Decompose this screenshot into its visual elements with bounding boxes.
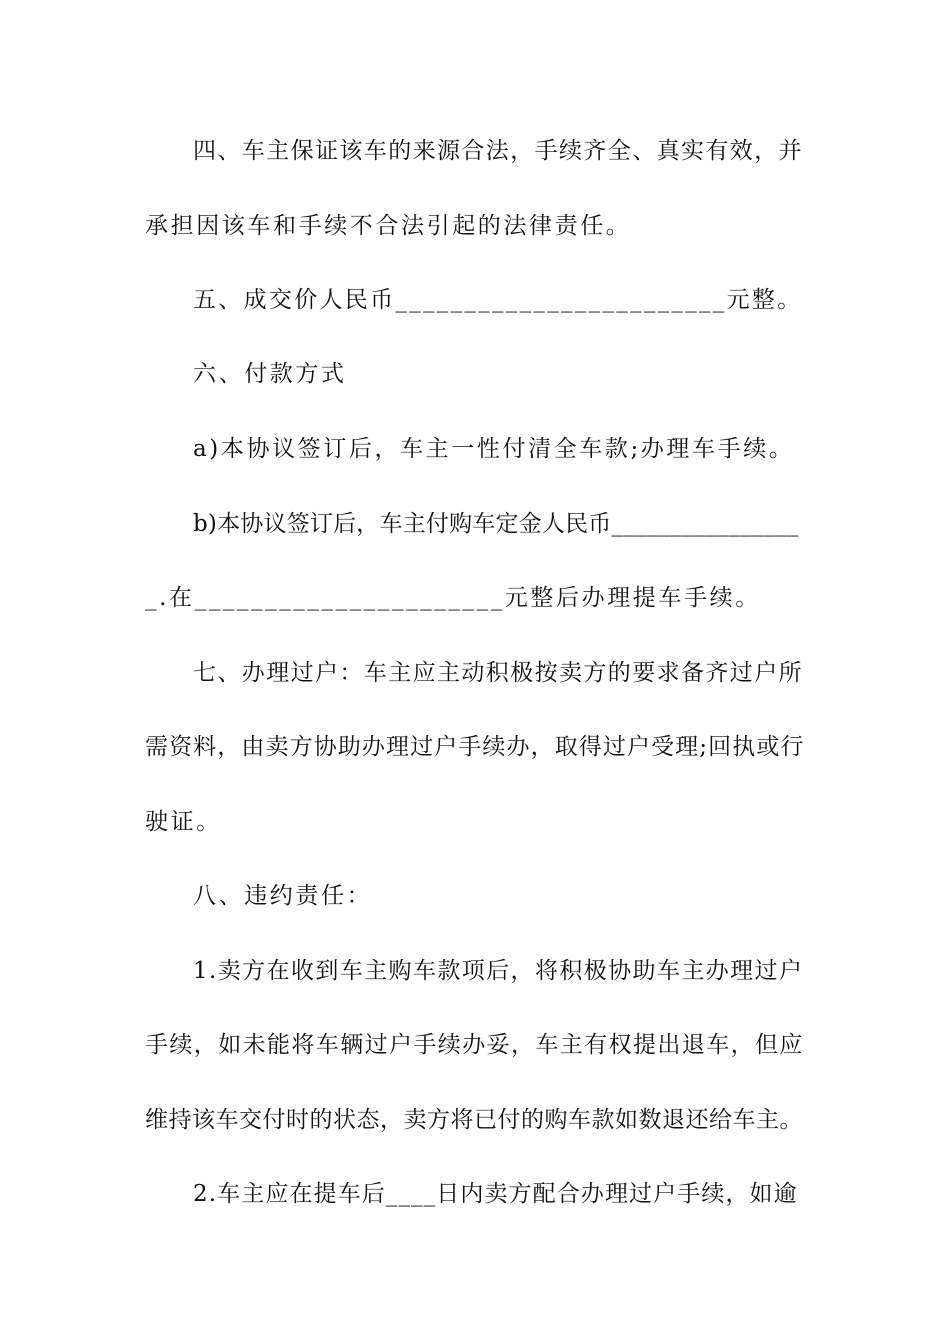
clause-7-line-2: 需资料，由卖方协助办理过户手续办，取得过户受理;回执或行 (145, 734, 805, 760)
clause-8-item-1-line-2: 手续，如未能将车辆过户手续办妥，车主有权提出退车，但应 (145, 1032, 804, 1058)
clause-7-line-3: 驶证。 (145, 809, 222, 835)
clause-8-item-2-line-1: 2.车主应在提车后____日内卖方配合办理过户手续，如逾 (193, 1181, 798, 1207)
clause-8-item-1-line-1: 1.卖方在收到车主购车款项后，将积极协助车主办理过户 (193, 958, 804, 984)
clause-4-line-1: 四、车主保证该车的来源合法，手续齐全、真实有效，并 (193, 138, 803, 164)
clause-4-line-2: 承担因该车和手续不合法引起的法律责任。 (145, 213, 632, 239)
payment-option-b-line-1: b)本协议签订后，车主付购车定金人民币________________ (193, 511, 799, 537)
clause-8-heading: 八、违约责任： (193, 883, 373, 909)
clause-5-price: 五、成交价人民币________________________元整。 (193, 287, 803, 313)
clause-7-line-1: 七、办理过户：车主应主动积极按卖方的要求备齐过户所 (193, 660, 803, 686)
payment-option-a: a)本协议签订后，车主一性付清全车款;办理车手续。 (193, 436, 795, 462)
payment-option-b-line-2: _.在______________________元整后办理提车手续。 (145, 585, 761, 611)
clause-8-item-1-line-3: 维持该车交付时的状态，卖方将已付的购车款如数退还给车主。 (145, 1107, 803, 1133)
clause-6-heading: 六、付款方式 (193, 361, 347, 387)
